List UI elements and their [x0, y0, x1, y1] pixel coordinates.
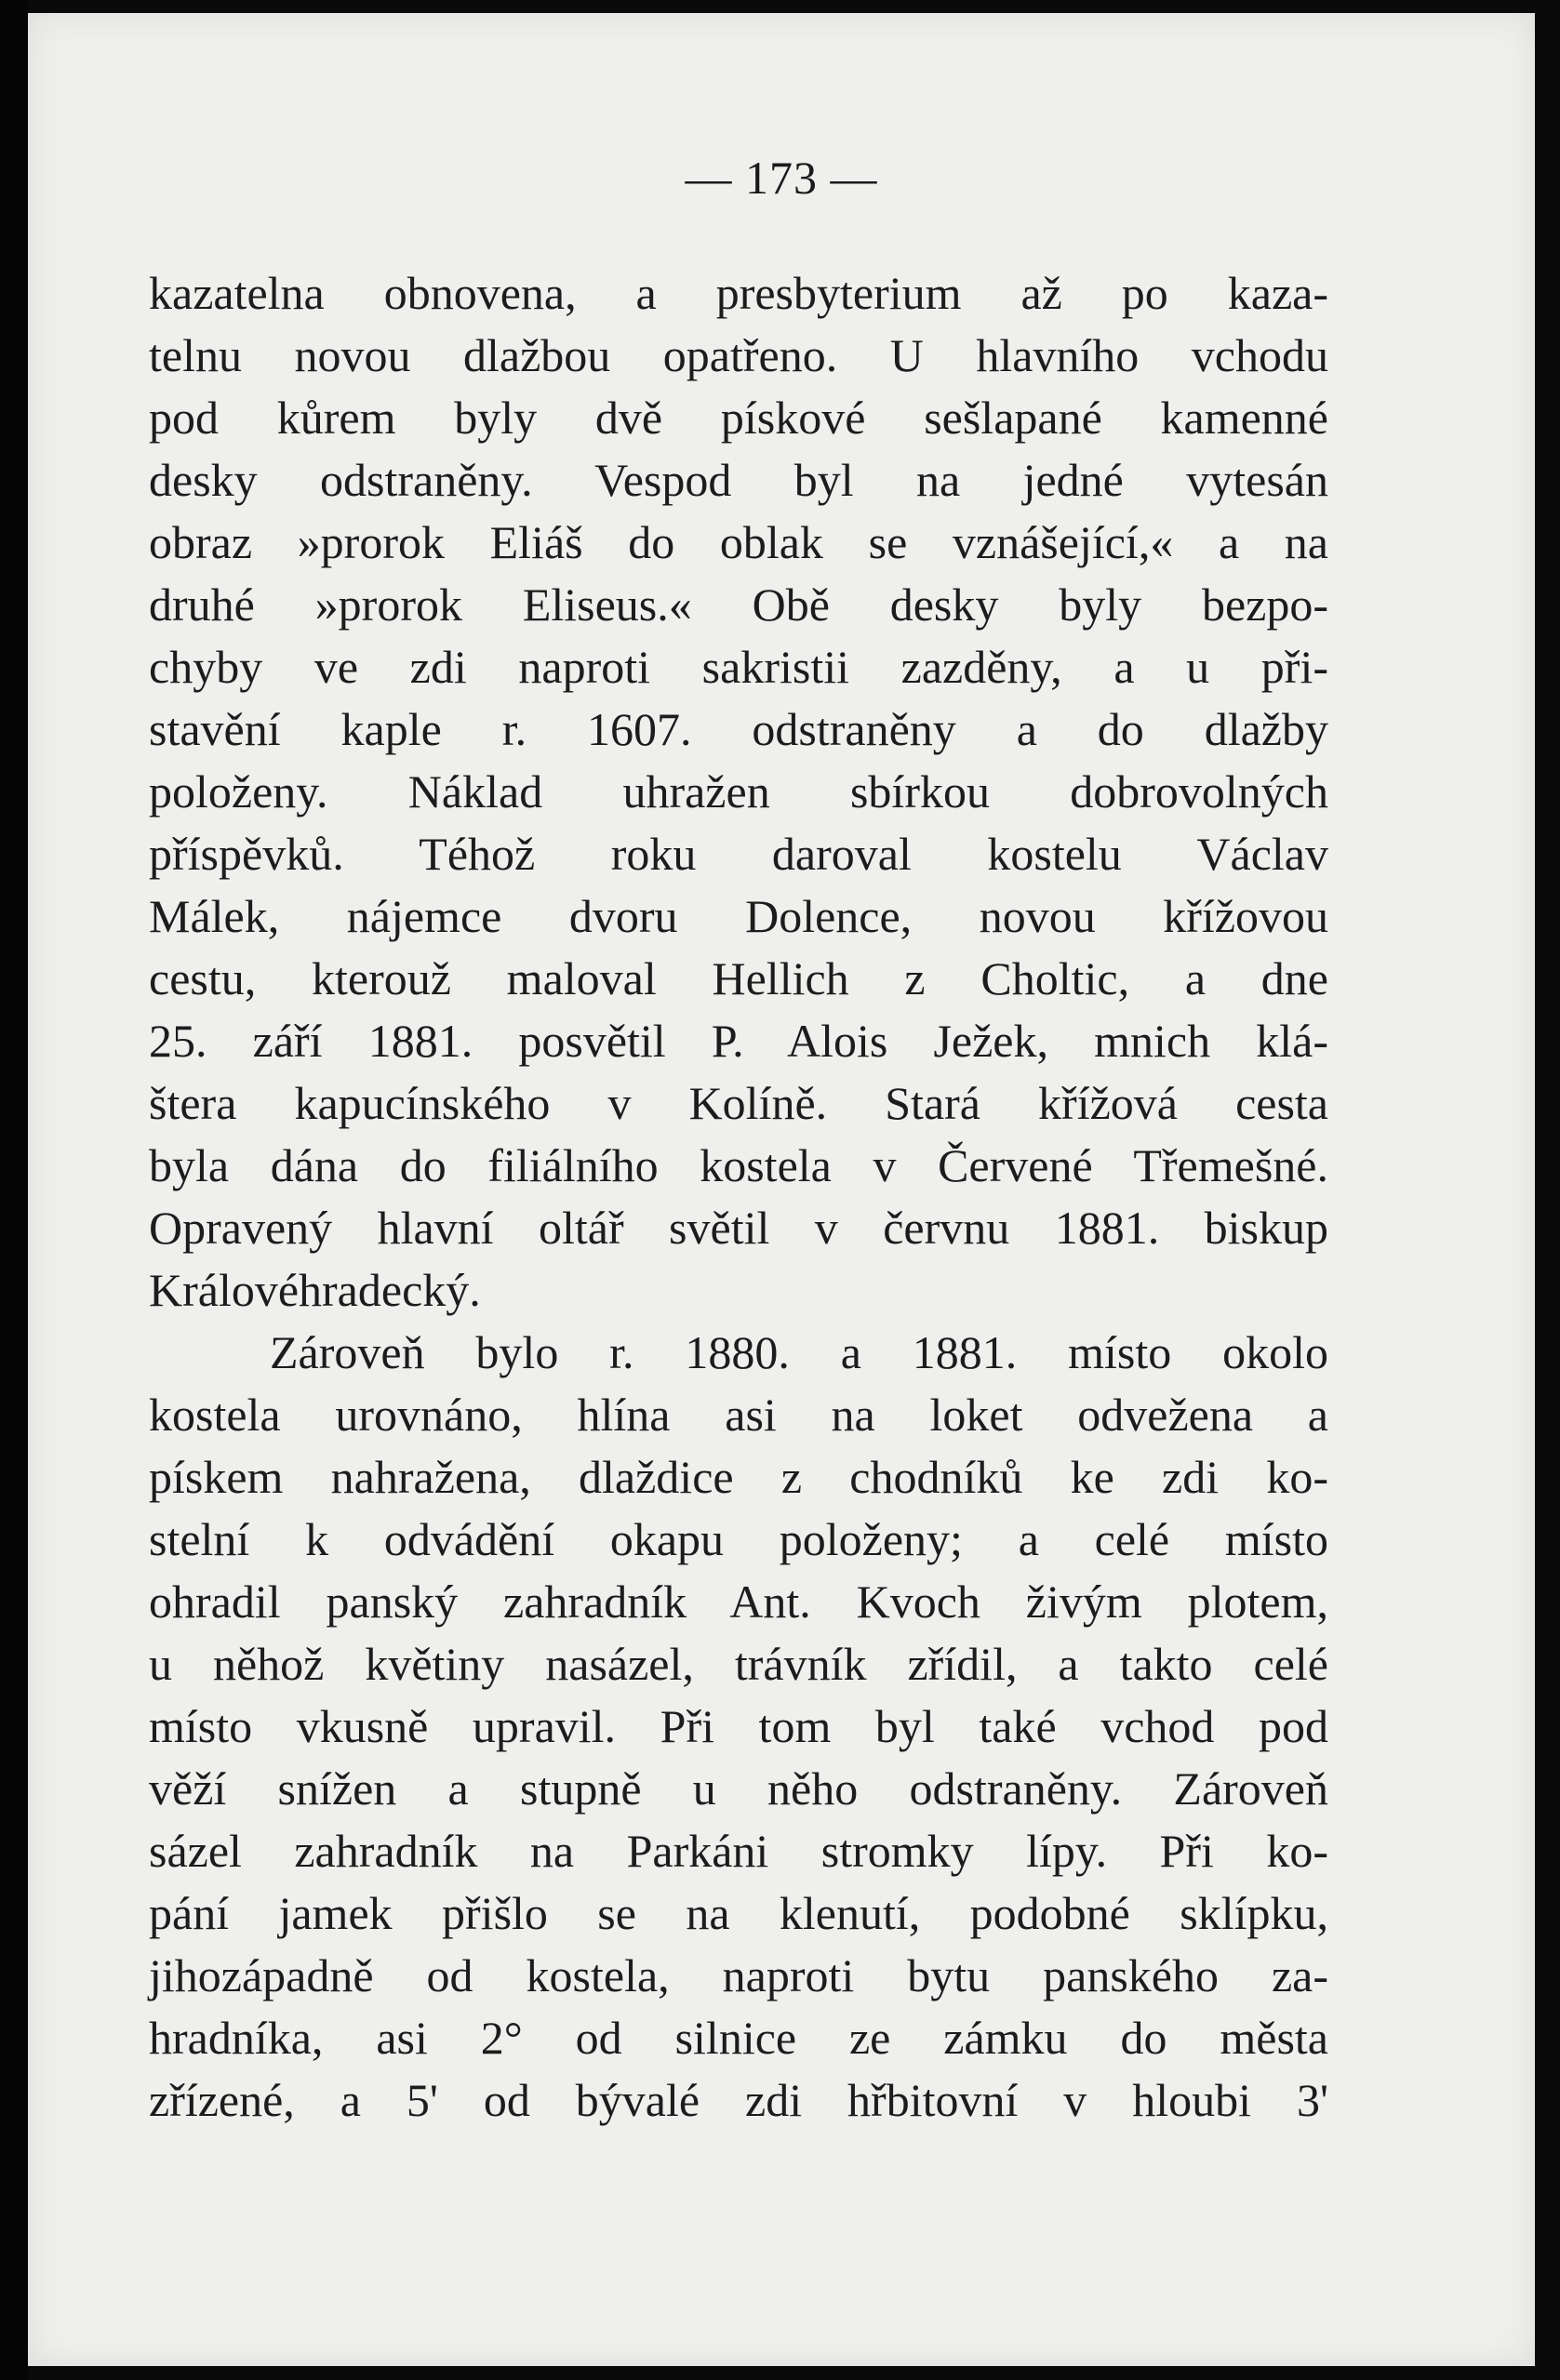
scan-edge	[0, 0, 28, 2380]
book-page	[28, 13, 1535, 2366]
paragraph-start-line: Zároveň bylo r. 1880. a 1881. místo okolo	[270, 1326, 1328, 1378]
text-line: desky odstraněny. Vespod byl na jedné vytesán	[149, 454, 1328, 506]
text-line: stavění kaple r. 1607. odstraněny a do dlažby	[149, 703, 1328, 755]
paragraph-end-line: Královéhradecký.	[149, 1264, 481, 1316]
text-line: obraz »prorok Eliáš do oblak se vznášející,« a na	[149, 516, 1328, 568]
page-number: — 173 —	[685, 152, 878, 204]
text-line: pískem nahražena, dlaždice z chodníků ke zdi ko-	[149, 1451, 1328, 1503]
text-line: ohradil panský zahradník Ant. Kvoch živým plotem,	[149, 1576, 1328, 1628]
text-line: pod kůrem byly dvě pískové sešlapané kamenné	[149, 392, 1328, 444]
text-line: zřízené, a 5' od bývalé zdi hřbitovní v hloubi 3'	[149, 2074, 1328, 2126]
text-line: věží snížen a stupně u něho odstraněny. Zároveň	[149, 1762, 1328, 1815]
text-line: místo vkusně upravil. Při tom byl také vchod pod	[149, 1700, 1328, 1752]
text-line: položeny. Náklad uhražen sbírkou dobrovolných	[149, 765, 1328, 818]
text-line: druhé »prorok Eliseus.« Obě desky byly bezpo-	[149, 578, 1328, 631]
text-line: sázel zahradník na Parkáni stromky lípy. Při ko-	[149, 1825, 1328, 1877]
text-line: Málek, nájemce dvoru Dolence, novou křížovou	[149, 890, 1328, 942]
text-line: příspěvků. Téhož roku daroval kostelu Václav	[149, 828, 1328, 880]
text-line: kazatelna obnovena, a presbyterium až po kaza-	[149, 267, 1328, 319]
text-line: hradníka, asi 2° od silnice ze zámku do města	[149, 2012, 1328, 2064]
text-line: jihozápadně od kostela, naproti bytu panského za-	[149, 1949, 1328, 2001]
text-line: pání jamek přišlo se na klenutí, podobné sklípku,	[149, 1887, 1328, 1939]
text-line: cestu, kterouž maloval Hellich z Choltic, a dne	[149, 952, 1328, 1004]
text-line: 25. září 1881. posvětil P. Alois Ježek, mnich klá-	[149, 1015, 1328, 1067]
text-line: kostela urovnáno, hlína asi na loket odvežena a	[149, 1389, 1328, 1441]
text-line: u něhož květiny nasázel, trávník zřídil, a takto celé	[149, 1638, 1328, 1690]
text-line: štera kapucínského v Kolíně. Stará křížová cesta	[149, 1077, 1328, 1129]
text-line: stelní k odvádění okapu položeny; a celé místo	[149, 1513, 1328, 1565]
body-text	[149, 262, 1328, 2132]
text-line: byla dána do filiálního kostela v Červené Třemešné.	[149, 1139, 1328, 1191]
text-line: telnu novou dlažbou opatřeno. U hlavního vchodu	[149, 329, 1328, 381]
text-line: Opravený hlavní oltář světil v červnu 1881. biskup	[149, 1202, 1328, 1254]
text-line: chyby ve zdi naproti sakristii zazděny, a u při-	[149, 641, 1328, 693]
